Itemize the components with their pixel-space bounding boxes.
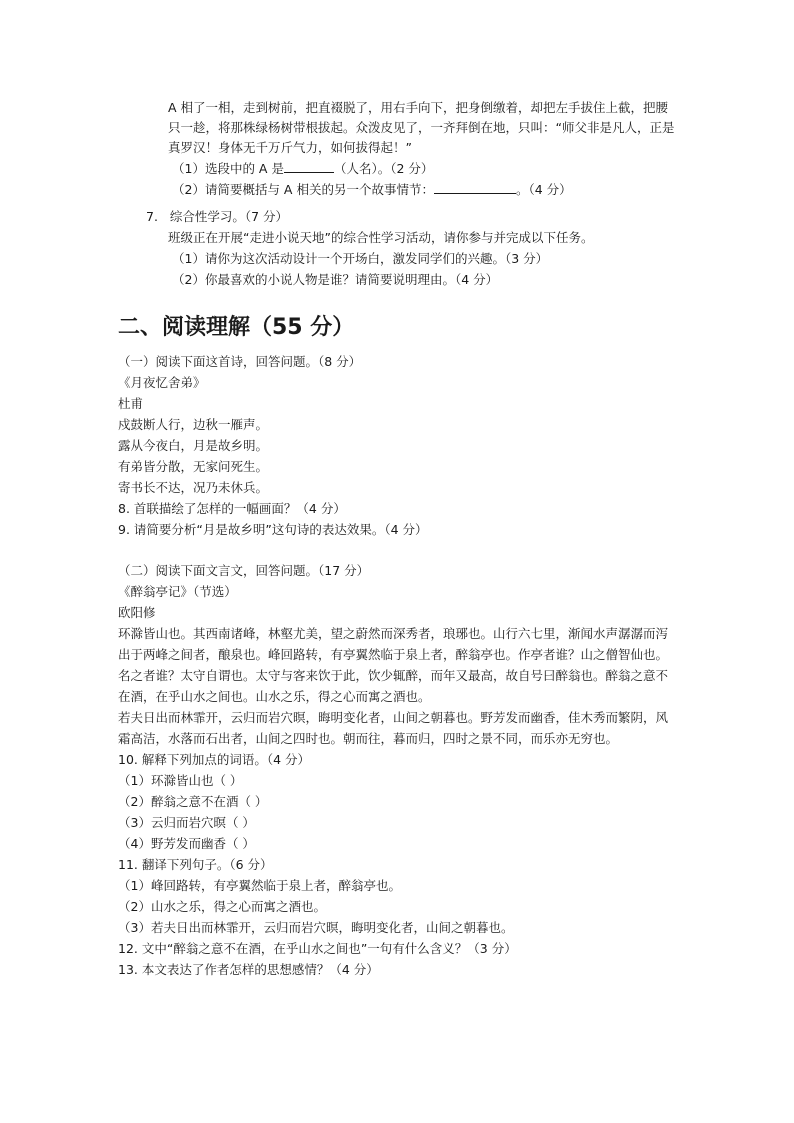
question-8: 8. 首联描绘了怎样的一幅画面？（4 分） — [118, 501, 346, 516]
passage-line: A 相了一相，走到树前，把直裰脱了，用右手向下，把身倒缴着，却把左手拔住上截，把腰 — [168, 100, 669, 115]
question-6-1-prefix: （1）选段中的 A 是 — [172, 161, 284, 176]
section-heading: 二、阅读理解（55 分） — [118, 315, 355, 340]
prose-line: 若夫日出而林霏开，云归而岩穴暝，晦明变化者，山间之朝暮也。野芳发而幽香，佳木秀而繁阴，风 — [118, 710, 669, 725]
poem-line: 寄书长不达，况乃未休兵。 — [118, 480, 269, 495]
question-10-item: （2）醉翁之意不在酒（ ） — [118, 794, 268, 809]
question-7-2: （2）你最喜欢的小说人物是谁？请简要说明理由。（4 分） — [172, 272, 499, 287]
question-6-2 — [172, 181, 572, 199]
prose-title: 《醉翁亭记》（节选） — [118, 584, 237, 599]
poem-line: 有弟皆分散，无家问死生。 — [118, 459, 269, 474]
question-9: 9. 请简要分析“月是故乡明”这句诗的表达效果。（4 分） — [118, 522, 428, 537]
answer-blank[interactable] — [284, 160, 334, 173]
question-10-item: （1）环滁皆山也（ ） — [118, 773, 243, 788]
question-7-1: （1）请你为这次活动设计一个开场白，激发同学们的兴趣。（3 分） — [172, 251, 549, 266]
poem-author: 杜甫 — [118, 396, 144, 411]
question-11-item: （3）若夫日出而林霏开，云归而岩穴暝，晦明变化者，山间之朝暮也。 — [118, 920, 514, 935]
poem-intro: （一）阅读下面这首诗，回答问题。（8 分） — [118, 354, 362, 369]
question-12: 12. 文中“醉翁之意不在酒，在乎山水之间也”一句有什么含义？（3 分） — [118, 941, 517, 956]
prose-intro: （二）阅读下面文言文，回答问题。（17 分） — [118, 563, 370, 578]
prose-line: 出于两峰之间者，酿泉也。峰回路转，有亭翼然临于泉上者，醉翁亭也。作亭者谁？山之僧智仙也。 — [118, 647, 669, 662]
poem-line: 露从今夜白，月是故乡明。 — [118, 438, 269, 453]
question-6-1 — [172, 160, 433, 178]
poem-line: 戍鼓断人行，边秋一雁声。 — [118, 417, 269, 432]
question-10-item: （4）野芳发而幽香（ ） — [118, 836, 255, 851]
question-11-item: （1）峰回路转，有亭翼然临于泉上者，醉翁亭也。 — [118, 878, 401, 893]
question-11: 11. 翻译下列句子。（6 分） — [118, 857, 273, 872]
passage-line: 真罗汉！身体无千万斤气力，如何拔得起！” — [168, 140, 412, 155]
question-7-intro: 班级正在开展“走进小说天地”的综合性学习活动，请你参与并完成以下任务。 — [168, 230, 594, 245]
answer-blank[interactable] — [434, 181, 516, 194]
question-11-item: （2）山水之乐，得之心而寓之酒也。 — [118, 899, 326, 914]
question-10: 10. 解释下列加点的词语。（4 分） — [118, 752, 311, 767]
prose-author: 欧阳修 — [118, 605, 156, 620]
question-13: 13. 本文表达了作者怎样的思想感情？（4 分） — [118, 962, 379, 977]
question-10-item: （3）云归而岩穴暝（ ） — [118, 815, 255, 830]
prose-line: 名之者谁？太守自谓也。太守与客来饮于此，饮少辄醉，而年又最高，故自号曰醉翁也。醉翁之意不 — [118, 668, 669, 683]
prose-line: 环滁皆山也。其西南诸峰，林壑尤美，望之蔚然而深秀者，琅琊也。山行六七里，渐闻水声潺潺而泻 — [118, 626, 669, 641]
poem-title: 《月夜忆舍弟》 — [118, 375, 206, 390]
question-7-title: 7. 综合性学习。（7 分） — [146, 209, 289, 224]
question-6-1-suffix: （人名）。（2 分） — [333, 161, 434, 176]
passage-line: 只一趁，将那株绿杨树带根拔起。众泼皮见了，一齐拜倒在地，只叫：“师父非是凡人，正是 — [168, 120, 675, 135]
prose-line: 在酒，在乎山水之间也。山水之乐，得之心而寓之酒也。 — [118, 689, 431, 704]
question-6-2-prefix: （2）请简要概括与 A 相关的另一个故事情节： — [172, 182, 434, 197]
question-6-2-suffix: 。（4 分） — [515, 182, 572, 197]
prose-line: 霜高洁，水落而石出者，山间之四时也。朝而往，暮而归，四时之景不同，而乐亦无穷也。 — [118, 731, 619, 746]
